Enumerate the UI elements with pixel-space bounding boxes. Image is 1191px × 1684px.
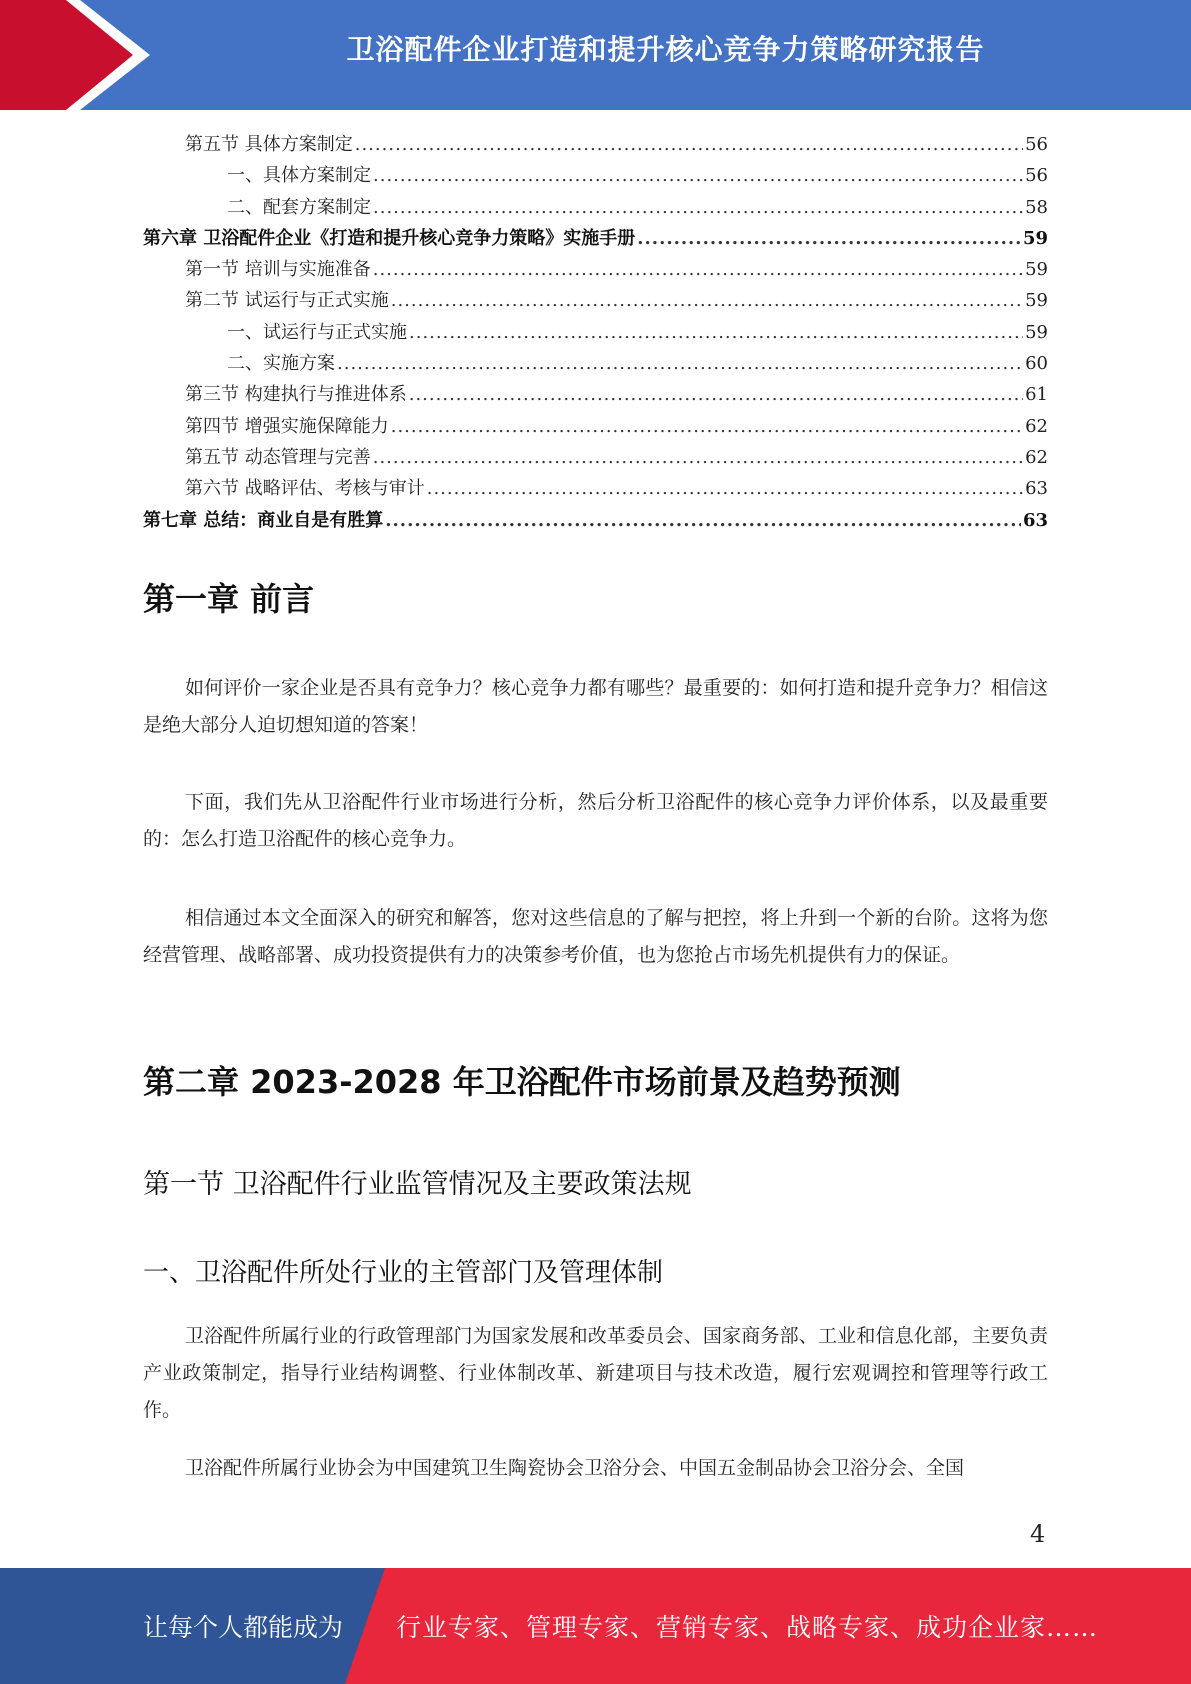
toc-entry-chapter[interactable] [143, 223, 1048, 254]
footer-slogan-left: 让每个人都能成为 [143, 1613, 344, 1642]
toc-entry-title: 第三节 构建执行与推进体系 [185, 384, 407, 406]
toc-entry-page: 63 [1022, 509, 1048, 531]
toc-entry-chapter[interactable] [143, 505, 1048, 536]
toc-entry-page: 59 [1022, 227, 1048, 249]
toc-leader-dots [427, 473, 1023, 504]
toc-entry-page: 63 [1025, 478, 1048, 500]
toc-entry-title: 一、具体方案制定 [227, 165, 371, 187]
toc-leader-dots [337, 348, 1023, 379]
body-paragraph: 卫浴配件所属行业协会为中国建筑卫生陶瓷协会卫浴分会、中国五金制品协会卫浴分会、全国 [185, 1457, 965, 1479]
toc-leader-dots [373, 254, 1023, 285]
toc-entry-title: 第五节 动态管理与完善 [185, 446, 371, 468]
toc-entry-page: 58 [1025, 196, 1048, 218]
section-heading: 第一节 卫浴配件行业监管情况及主要政策法规 [143, 1169, 692, 1200]
toc-entry-title: 一、试运行与正式实施 [227, 321, 407, 343]
toc-entry[interactable] [143, 192, 1048, 223]
toc-leader-dots [385, 505, 1021, 536]
toc-leader-dots [373, 442, 1023, 473]
toc-entry[interactable] [143, 317, 1048, 348]
footer-slogan-right: 行业专家、管理专家、营销专家、战略专家、成功企业家…… [396, 1613, 1099, 1642]
toc-entry[interactable] [143, 411, 1048, 442]
toc-entry-page: 59 [1025, 321, 1048, 343]
page-footer [0, 1568, 1191, 1684]
toc-leader-dots [391, 285, 1023, 316]
toc-entry[interactable] [143, 348, 1048, 379]
toc-entry-title: 二、配套方案制定 [227, 196, 371, 218]
header-red-chevron [0, 0, 150, 110]
report-title: 卫浴配件企业打造和提升核心竞争力策略研究报告 [346, 33, 985, 66]
toc-leader-dots [391, 411, 1023, 442]
toc-leader-dots [409, 379, 1023, 410]
toc-leader-dots [373, 160, 1023, 191]
toc-entry-title: 第四节 增强实施保障能力 [185, 415, 389, 437]
subsection-heading: 一、卫浴配件所处行业的主管部门及管理体制 [143, 1258, 664, 1288]
toc-leader-dots [355, 129, 1023, 160]
toc-entry-page: 56 [1025, 134, 1048, 155]
toc-leader-dots [637, 223, 1021, 254]
page-number: 4 [1030, 1520, 1046, 1548]
body-paragraph: 下面，我们先从卫浴配件行业市场进行分析，然后分析卫浴配件的核心竞争力评价体系，以及最重要的：怎么打造卫浴配件的核心竞争力。 [143, 791, 1048, 850]
toc-entry-page: 62 [1025, 415, 1048, 437]
toc-entry[interactable] [143, 473, 1048, 504]
toc-entry-page: 61 [1025, 384, 1048, 406]
toc-leader-dots [373, 192, 1023, 223]
toc-entry[interactable] [143, 129, 1048, 160]
toc-entry-title: 第五节 具体方案制定 [185, 134, 353, 155]
toc-entry-page: 56 [1025, 165, 1048, 187]
toc-entry-page: 59 [1025, 259, 1048, 281]
toc-entry-title: 第六节 战略评估、考核与审计 [185, 478, 425, 500]
toc-leader-dots [409, 317, 1023, 348]
page-header [0, 0, 1191, 110]
toc-entry[interactable] [143, 285, 1048, 316]
toc-entry-title: 二、实施方案 [227, 353, 335, 375]
toc-entry[interactable] [143, 442, 1048, 473]
toc-entry[interactable] [143, 160, 1048, 191]
toc-entry-title: 第二节 试运行与正式实施 [185, 290, 389, 312]
chapter-heading: 第一章 前言 [143, 580, 315, 618]
toc-entry[interactable] [143, 379, 1048, 410]
chapter-heading: 第二章 2023-2028 年卫浴配件市场前景及趋势预测 [143, 1063, 901, 1101]
body-paragraph: 相信通过本文全面深入的研究和解答，您对这些信息的了解与把控，将上升到一个新的台阶。这将为您经营管理、战略部署、成功投资提供有力的决策参考价值，也为您抢占市场先机提供有力的保证。 [143, 907, 1048, 966]
toc-entry-title: 第七章 总结：商业自是有胜算 [143, 509, 384, 531]
toc-entry-page: 62 [1025, 446, 1048, 468]
toc-entry-title: 第六章 卫浴配件企业《打造和提升核心竞争力策略》实施手册 [143, 227, 636, 249]
table-of-contents [143, 129, 1048, 536]
body-paragraph: 如何评价一家企业是否具有竞争力？核心竞争力都有哪些？最重要的：如何打造和提升竞争力？相信这是绝大部分人迫切想知道的答案！ [143, 677, 1048, 736]
toc-entry-page: 60 [1025, 353, 1048, 375]
toc-entry-title: 第一节 培训与实施准备 [185, 259, 371, 281]
toc-entry[interactable] [143, 254, 1048, 285]
toc-entry-page: 59 [1025, 290, 1048, 312]
body-paragraph: 卫浴配件所属行业的行政管理部门为国家发展和改革委员会、国家商务部、工业和信息化部，主要负责产业政策制定，指导行业结构调整、行业体制改革、新建项目与技术改造，履行宏观调控和管理等行政工作。 [143, 1325, 1048, 1421]
